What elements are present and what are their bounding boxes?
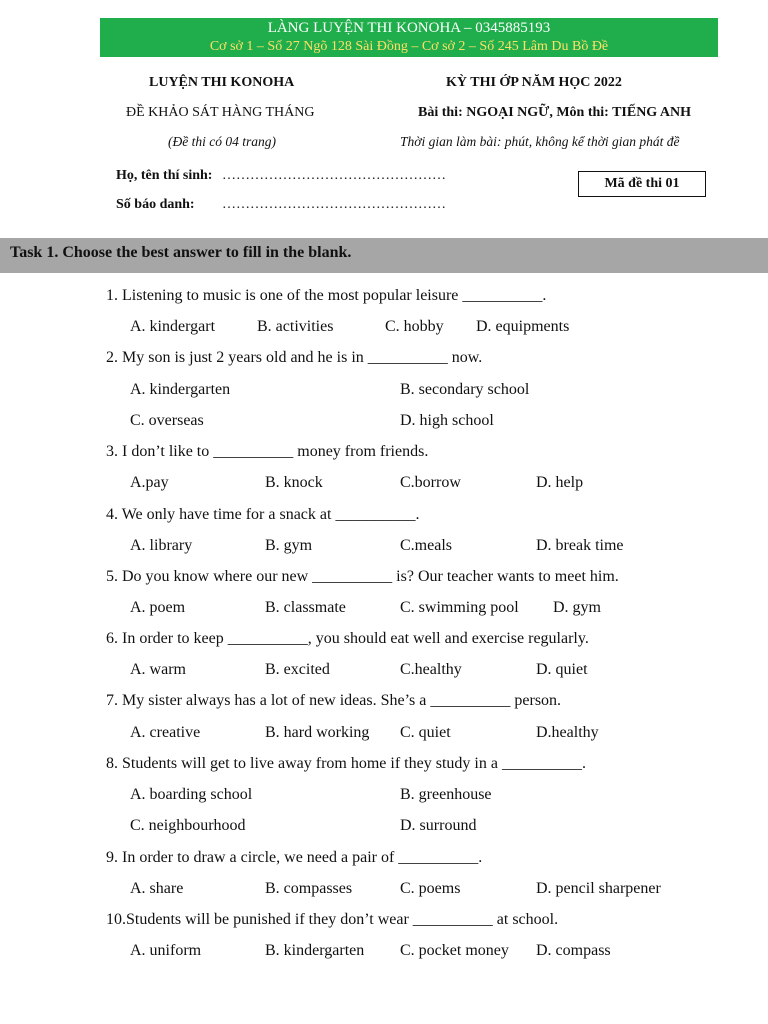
option-9d: D. pencil sharpener (536, 880, 661, 897)
option-8b: B. greenhouse (400, 786, 492, 803)
option-10c: C. pocket money (400, 942, 509, 959)
option-9b: B. compasses (265, 880, 353, 897)
option-2c: C. overseas (130, 412, 204, 429)
id-label: Số báo danh: (116, 197, 195, 212)
option-3a: A.pay (130, 474, 169, 491)
option-5c: C. swimming pool (400, 599, 519, 616)
question-3: 3. I don’t like to __________ money from friends. (106, 443, 429, 460)
question-6: 6. In order to keep __________, you should eat well and exercise regularly. (106, 630, 589, 647)
option-4b: B. gym (265, 537, 313, 554)
option-4a: A. library (130, 537, 193, 554)
option-1a: A. kindergart (130, 318, 216, 335)
option-2a: A. kindergarten (130, 381, 231, 398)
option-7d: D.healthy (536, 724, 599, 741)
option-6d: D. quiet (536, 661, 588, 678)
option-7b: B. hard working (265, 724, 370, 741)
id-field: ………………………………………… (222, 197, 446, 212)
option-7a: A. creative (130, 724, 201, 741)
option-8a: A. boarding school (130, 786, 253, 803)
option-10a: A. uniform (130, 942, 202, 959)
option-9a: A. share (130, 880, 184, 897)
option-10d: D. compass (536, 942, 611, 959)
option-3b: B. knock (265, 474, 323, 491)
option-6a: A. warm (130, 661, 186, 678)
option-3d: D. help (536, 474, 584, 491)
option-1d: D. equipments (476, 318, 570, 335)
option-3c: C.borrow (400, 474, 461, 491)
option-5b: B. classmate (265, 599, 346, 616)
page-count: (Đề thi có 04 trang) (168, 134, 276, 149)
option-9c: C. poems (400, 880, 461, 897)
option-7c: C. quiet (400, 724, 451, 741)
question-5: 5. Do you know where our new __________ is? Our teacher wants to meet him. (106, 568, 619, 585)
question-7: 7. My sister always has a lot of new ideas. She’s a __________ person. (106, 692, 562, 709)
task-heading: Task 1. Choose the best answer to fill in the blank. (0, 238, 768, 273)
option-1c: C. hobby (385, 318, 444, 335)
option-6c: C.healthy (400, 661, 462, 678)
banner-address: Cơ sở 1 – Số 27 Ngõ 128 Sài Đồng – Cơ sở 2 – Số 245 Lâm Du Bồ Đề (209, 39, 609, 54)
subject-title: Bài thi: NGOẠI NGỮ, Môn thi: TIẾNG ANH (418, 105, 692, 120)
name-label: Họ, tên thí sinh: (116, 168, 213, 183)
exam-code-box: Mã đề thi 01 (578, 171, 706, 197)
option-2b: B. secondary school (400, 381, 530, 398)
option-5a: A. poem (130, 599, 186, 616)
banner-title: LÀNG LUYỆN THI KONOHA – 0345885193 (267, 20, 551, 36)
name-field: ………………………………………… (222, 168, 446, 183)
survey-title: ĐỀ KHẢO SÁT HÀNG THÁNG (126, 105, 315, 120)
option-6b: B. excited (265, 661, 330, 678)
question-8: 8. Students will get to live away from home if they study in a __________. (106, 755, 586, 772)
option-8c: C. neighbourhood (130, 817, 246, 834)
question-4: 4. We only have time for a snack at __________. (106, 506, 420, 523)
exam-time: Thời gian làm bài: phút, không kể thời gian phát đề (400, 134, 680, 149)
exam-title: KỲ THI ỚP NĂM HỌC 2022 (446, 75, 622, 90)
option-8d: D. surround (400, 817, 477, 834)
school-name: LUYỆN THI KONOHA (149, 75, 295, 90)
option-5d: D. gym (553, 599, 601, 616)
option-1b: B. activities (257, 318, 334, 335)
option-4c: C.meals (400, 537, 452, 554)
option-2d: D. high school (400, 412, 494, 429)
school-banner (100, 18, 718, 57)
option-4d: D. break time (536, 537, 624, 554)
question-2: 2. My son is just 2 years old and he is in __________ now. (106, 349, 483, 366)
question-10: 10.Students will be punished if they don’t wear __________ at school. (106, 911, 559, 928)
question-9: 9. In order to draw a circle, we need a pair of __________. (106, 849, 483, 866)
question-1: 1. Listening to music is one of the most popular leisure __________. (106, 287, 547, 304)
option-10b: B. kindergarten (265, 942, 365, 959)
